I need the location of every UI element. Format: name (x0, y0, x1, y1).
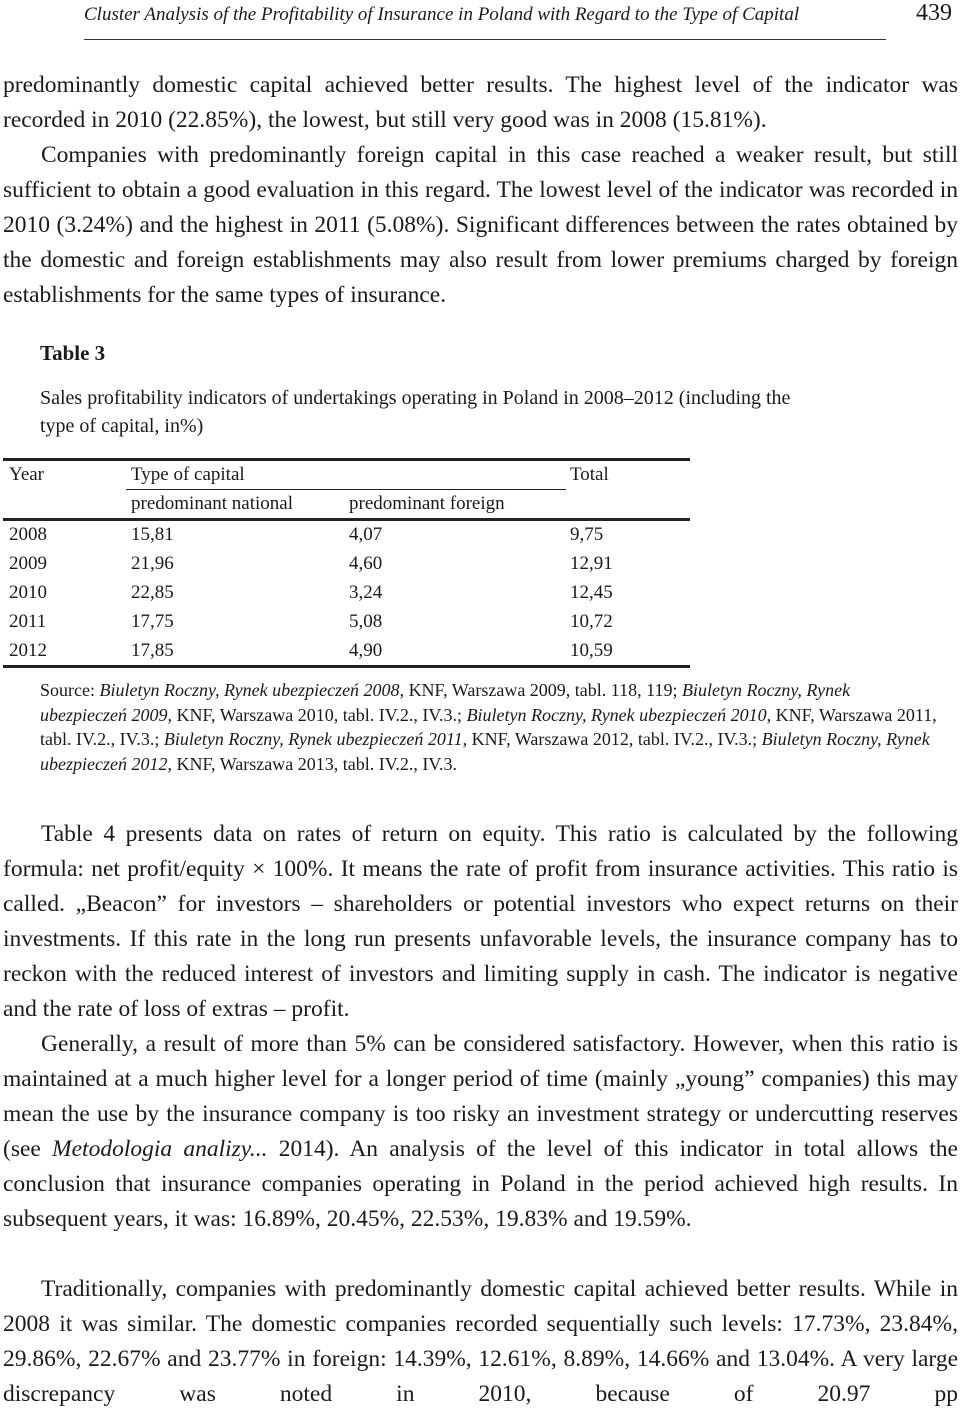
paragraph-4-part-b: 2014). An analysis of the level of this indicator in total allows the conclusion that insurance companies operating in Poland in the period achieved high results. In subsequent years, it was: 16.89%, 20.45%, 22.53%, 19.83% and 19.59%. (3, 1136, 958, 1232)
row-2010-year: 2010 (9, 582, 47, 603)
paragraph-4-part-a: Generally, a result of more than 5% can be considered satisfactory. However, when this ratio is maintained at a much higher level for a longer period of time (mainly „young” companies) this may mean the use by the insurance company is too risky an investment strategy or undercutting reserves (see (3, 1031, 958, 1162)
row-2010-national: 22,85 (131, 582, 174, 603)
row-2008-national: 15,81 (131, 524, 174, 545)
row-2011-total: 10,72 (570, 611, 613, 632)
table-top-rule (3, 458, 690, 461)
header-type-of-capital: Type of capital (131, 464, 245, 485)
running-title: Cluster Analysis of the Profitability of Insurance in Poland with Regard to the Type of Capital (84, 4, 800, 25)
paragraph-4 (3, 1027, 958, 1237)
table-label: Table 3 (40, 341, 106, 365)
row-2008-foreign: 4,07 (349, 524, 383, 545)
row-2008-total: 9,75 (570, 524, 604, 545)
page-number: 439 (916, 0, 952, 26)
paragraph-5: Traditionally, companies with predominantly domestic capital achieved better results. While in 2008 it was similar. The domestic companies recorded sequentially such levels: 17.73%, 23.84%, 29.86%, 22.67% and 23.77% in foreign: 14.39%, 12.61%, 8.89%, 14.66% and 13.04%. A very large discrepancy was noted in 2010, because of 20.97 pp (3, 1276, 958, 1407)
row-2012-year: 2012 (9, 640, 47, 661)
row-2009-national: 21,96 (131, 553, 174, 574)
table-source (40, 678, 940, 776)
header-national: predominant national (131, 493, 293, 514)
row-2008-year: 2008 (9, 524, 47, 545)
source-title-2012: Biuletyn Roczny, Rynek ubezpieczeń 2012 (40, 729, 930, 774)
header-year: Year (9, 464, 45, 485)
row-2011-year: 2011 (9, 611, 47, 632)
row-2010-total: 12,45 (570, 582, 613, 603)
row-2009-total: 12,91 (570, 553, 613, 574)
row-2012-foreign: 4,90 (349, 640, 383, 661)
source-title-2011: Biuletyn Roczny, Rynek ubezpieczeń 2011 (163, 729, 463, 749)
page-header (0, 0, 960, 44)
source-details-2010: , KNF, Warszawa 2011, tabl. IV.2., IV.3.; (40, 704, 937, 749)
source-prefix: Source: (40, 680, 100, 700)
row-2012-total: 10,59 (570, 640, 613, 661)
source-details-2012: , KNF, Warszawa 2013, tabl. IV.2., IV.3. (167, 753, 458, 774)
row-2012-national: 17,85 (131, 640, 174, 661)
row-2011-national: 17,75 (131, 611, 174, 632)
source-title-2008: Biuletyn Roczny, Rynek ubezpieczeń 2008 (99, 680, 400, 700)
paragraph-1: predominantly domestic capital achieved better results. The highest level of the indicator was recorded in 2010 (22.85%), the lowest, but still very good was in 2008 (15.81%). (3, 72, 958, 133)
source-details-2011: , KNF, Warszawa 2012, tabl. IV.2., IV.3.; (462, 729, 762, 749)
paragraph-2: Companies with predominantly foreign capital in this case reached a weaker result, but still sufficient to obtain a good evaluation in this regard. The lowest level of the indicator was recorded in 2010 (3.24%) and the highest in 2011 (5.08%). Significant differences between the rates obtained by the domestic and foreign establishments may also result from lower premiums charged by foreign establishments for the same types of insurance. (3, 142, 958, 308)
paragraph-3: Table 4 presents data on rates of return on equity. This ratio is calculated by the following formula: net profit/equity × 100%. It means the rate of profit from insurance activities. This ratio is called. „Beacon” for investors – shareholders or potential investors who expect returns on their investments. If this rate in the long run presents unfavorable levels, the insurance company has to reckon with the reduced interest of investors and limiting supply in cash. The indicator is negative and the rate of loss of extras – profit. (3, 821, 958, 1022)
row-2009-foreign: 4,60 (349, 553, 383, 574)
header-total: Total (570, 464, 609, 485)
source-title-2009: Biuletyn Roczny, Rynek ubezpieczeń 2009 (40, 680, 851, 725)
source-title-2010: Biuletyn Roczny, Rynek ubezpieczeń 2010 (466, 704, 767, 725)
row-2009-year: 2009 (9, 553, 47, 574)
table-header-rule (3, 518, 690, 521)
row-2010-foreign: 3,24 (349, 582, 383, 603)
subheader-rule (126, 489, 566, 490)
paragraph-4-citation: Metodologia analizy... (52, 1136, 268, 1162)
row-2011-foreign: 5,08 (349, 611, 383, 632)
header-rule (84, 39, 886, 40)
source-details-2009: , KNF, Warszawa 2010, tabl. IV.2., IV.3.; (167, 704, 467, 725)
source-details-2008: , KNF, Warszawa 2009, tabl. 118, 119; (399, 680, 682, 700)
table-bottom-rule (3, 665, 690, 668)
table-caption: Sales profitability indicators of undertakings operating in Poland in 2008–2012 (including the type of capital, in%) (40, 387, 791, 437)
header-foreign: predominant foreign (349, 493, 505, 514)
